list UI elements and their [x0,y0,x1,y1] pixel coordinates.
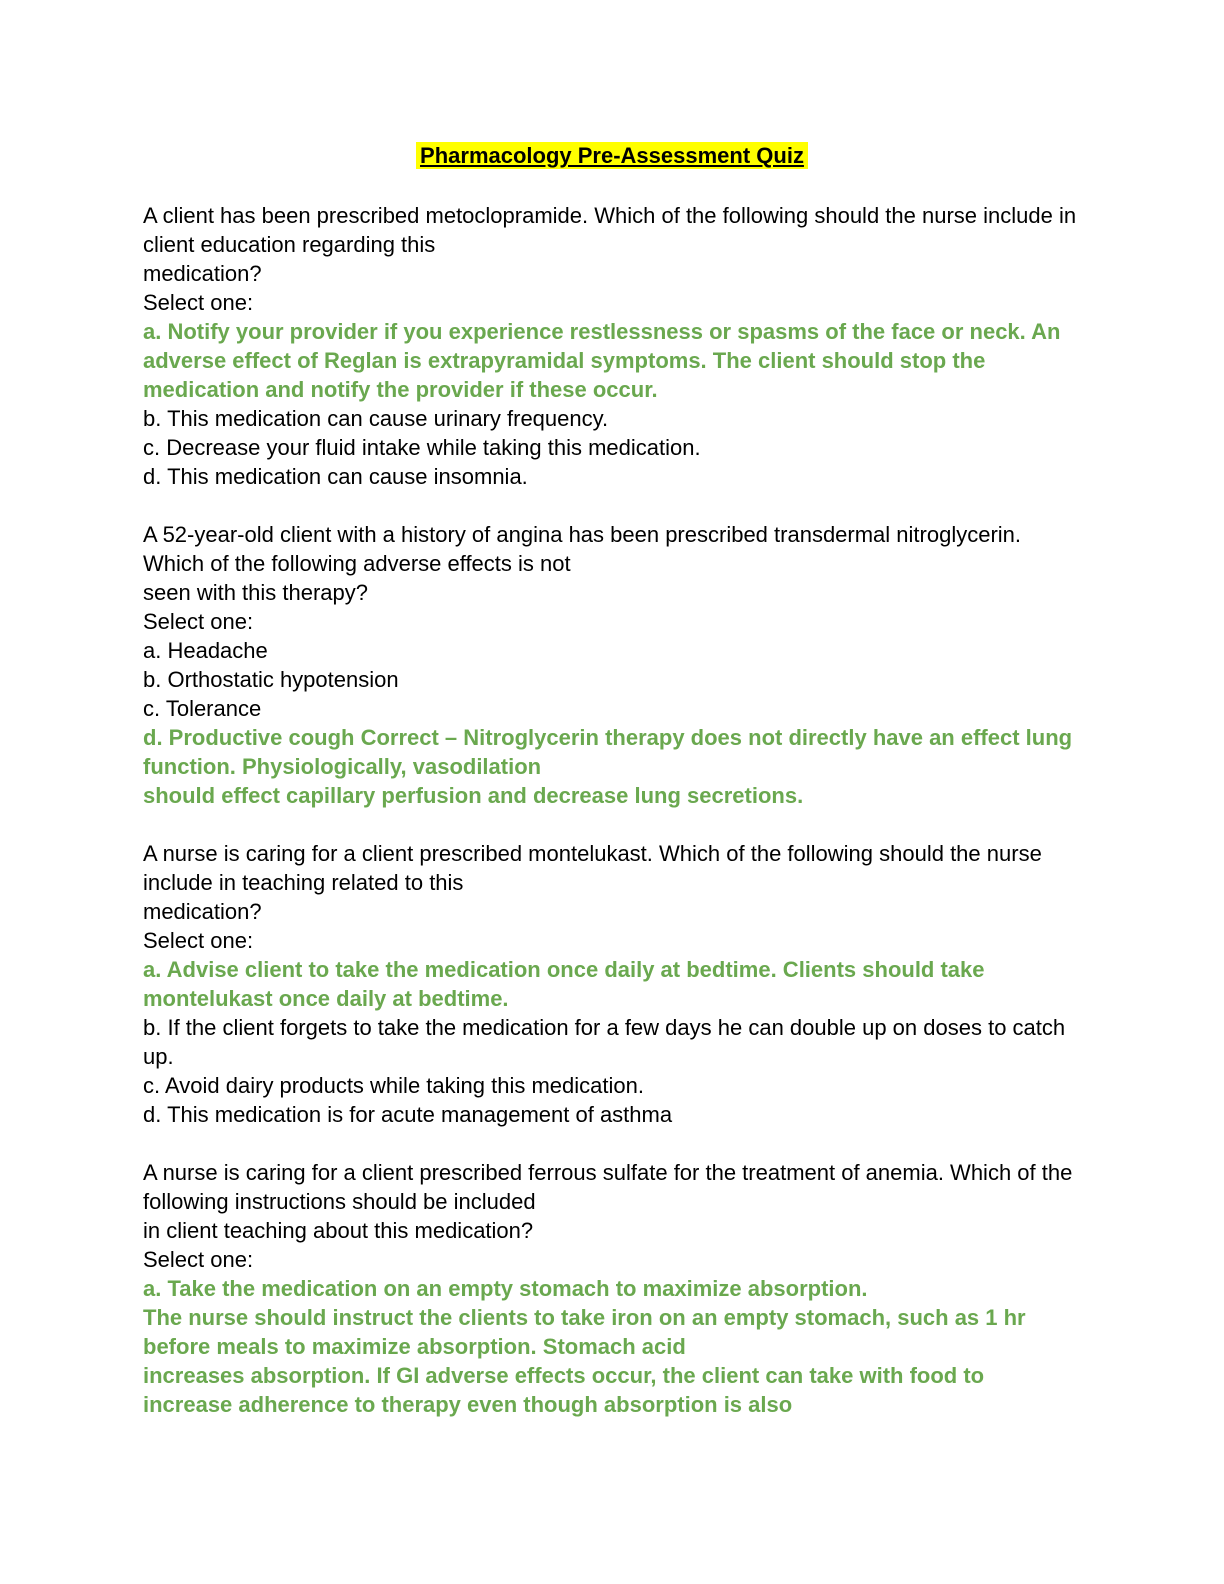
question-1-stem: A client has been prescribed metoclopramide. Which of the following should the nurse include in client education regarding this medication? Select one: [143,203,1077,315]
question-2-stem: A 52-year-old client with a history of angina has been prescribed transdermal nitroglycerin. Which of the following adverse effects is not seen with this therapy? Select one: [143,522,1022,634]
question-1-option-c: c. Decrease your fluid intake while taking this medication. [143,435,701,460]
quiz-content [143,201,1173,1419]
question-4-option-a: a. Take the medication on an empty stomach to maximize absorption. The nurse should instruct the clients to take iron on an empty stomach, such as 1 hr before meals to maximize absorption. Stomach acid increases absorption. If GI adverse effects occur, the client can take with food to increase adherence to therapy even though absorption is also [143,1276,1026,1417]
question-1 [143,201,1173,491]
question-3 [143,839,1173,1129]
question-4-stem: A nurse is caring for a client prescribed ferrous sulfate for the treatment of anemia. Which of the following instructions should be included in client teaching about this medication? Select one: [143,1160,1073,1272]
question-2-option-d: d. Productive cough Correct – Nitroglycerin therapy does not directly have an effect lung function. Physiologically, vasodilation should effect capillary perfusion and decrease lung secretions. [143,725,1073,808]
page-title: Pharmacology Pre-Assessment Quiz [416,142,808,169]
question-3-option-b: b. If the client forgets to take the medication for a few days he can double up on doses to catch up. [143,1015,1066,1069]
question-1-option-a: a. Notify your provider if you experience restlessness or spasms of the face or neck. An adverse effect of Reglan is extrapyramidal symptoms. The client should stop the medication and notify the provider if these occur. [143,319,1061,402]
question-3-option-a: a. Advise client to take the medication once daily at bedtime. Clients should take montelukast once daily at bedtime. [143,957,985,1011]
question-2-option-a: a. Headache [143,638,268,663]
question-1-option-b: b. This medication can cause urinary frequency. [143,406,609,431]
question-3-option-d: d. This medication is for acute management of asthma [143,1102,673,1127]
question-3-option-c: c. Avoid dairy products while taking this medication. [143,1073,644,1098]
question-3-stem: A nurse is caring for a client prescribed montelukast. Which of the following should the nurse include in teaching related to this medication? Select one: [143,841,1042,953]
question-2-option-c: c. Tolerance [143,696,262,721]
question-1-option-d: d. This medication can cause insomnia. [143,464,528,489]
question-4 [143,1158,1173,1419]
title-row [0,141,1224,170]
question-2 [143,520,1173,810]
question-2-option-b: b. Orthostatic hypotension [143,667,399,692]
